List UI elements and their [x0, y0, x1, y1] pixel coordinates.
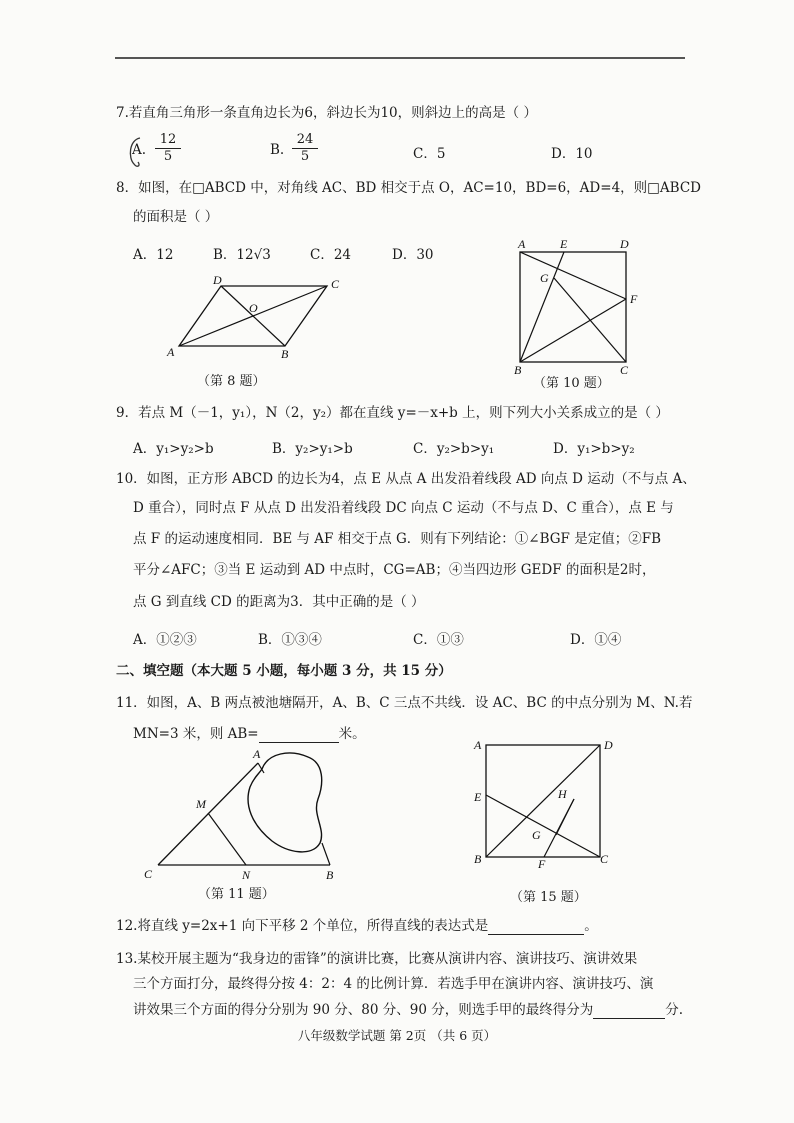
q7-a-denominator: 5 [163, 149, 173, 164]
q8-label-a: A [167, 345, 175, 359]
q15-label-h: H [558, 787, 567, 801]
q7-option-d: D．10 [551, 146, 593, 162]
q8-option-a: A．12 [133, 247, 174, 263]
q11-stem-post: 米。 [338, 726, 366, 742]
q15-label-f: F [538, 857, 546, 871]
q11-label-b: B [326, 868, 334, 882]
q9-option-a: A．y₁>y₂>b [133, 441, 214, 457]
q8-label-b: B [281, 347, 289, 361]
q15-label-b: B [474, 852, 482, 866]
q12-stem-pre: 12.将直线 y=2x+1 向下平移 2 个单位，所得直线的表达式是 [116, 918, 489, 934]
page-footer: 八年级数学试题 第 2页 （共 6 页） [297, 1028, 497, 1043]
q10-stem-line2: D 重合），同时点 F 从点 D 出发沿着线段 DC 向点 C 运动（不与点 D、C 重合），点 E 与 [133, 500, 674, 516]
q8-option-c: C．24 [310, 247, 352, 263]
q10-option-b: B．①③④ [258, 632, 322, 648]
q15-label-e: E [474, 790, 482, 804]
q10-figure-square [510, 236, 650, 376]
q7-option-a-label: A. [132, 142, 147, 158]
q9-option-b: B．y₂>y₁>b [272, 441, 353, 457]
q11-figure-caption: （第 11 题） [198, 887, 275, 902]
q11-label-n: N [242, 868, 251, 882]
q9-option-c: C．y₂>b>y₁ [413, 441, 495, 457]
q11-stem-line1: 11．如图，A、B 两点被池塘隔开，A、B、C 三点不共线．设 AC、BC 的中点分别为 M、N.若 [116, 695, 693, 711]
q8-option-b: B．12√3 [213, 247, 271, 263]
q10-label-b: B [514, 363, 522, 377]
q8-label-d: D [213, 273, 222, 287]
q13-stem-line2: 三个方面打分，最终得分按 4：2：4 的比例计算．若选手甲在演讲内容、演讲技巧、演 [133, 976, 654, 992]
q10-figure-caption: （第 10 题） [533, 376, 610, 391]
q9-option-d: D．y₁>b>y₂ [553, 441, 635, 457]
q12-stem-post: 。 [584, 918, 598, 934]
q8-label-o: O [249, 301, 258, 315]
q11-stem-line2 [133, 724, 366, 743]
q13-stem-post: 分. [665, 1002, 683, 1018]
q10-option-d: D．①④ [570, 632, 622, 648]
q7-b-denominator: 5 [300, 149, 310, 164]
q7-option-a-fraction [155, 132, 181, 165]
q13-stem-line3 [133, 1000, 683, 1019]
q10-label-c: C [620, 363, 629, 377]
q7-option-b-fraction [292, 132, 318, 165]
q8-stem-line1: 8．如图，在□ABCD 中，对角线 AC、BD 相交于点 O，AC=10，BD=6，AD=4，则□ABCD [116, 180, 701, 196]
section-2-heading: 二、填空题（本大题 5 小题，每小题 3 分，共 15 分） [116, 663, 452, 679]
q15-figure-square [470, 735, 620, 875]
q10-option-a: A．①②③ [133, 632, 197, 648]
q13-stem-pre: 讲效果三个方面的得分分别为 90 分、80 分、90 分，则选手甲的最终得分为 [133, 1002, 594, 1018]
q8-label-c: C [331, 277, 340, 291]
q7-handwritten-circle-mark [126, 136, 154, 170]
q7-stem: 7.若直角三角形一条直角边长为6，斜边长为10，则斜边上的高是（ ） [116, 105, 537, 121]
q10-stem-line5: 点 G 到直线 CD 的距离为3．其中正确的是（ ） [133, 594, 425, 610]
q11-label-a: A [253, 747, 261, 761]
q10-stem-line3: 点 F 的运动速度相同．BE 与 AF 相交于点 G．则有下列结论：①∠BGF 是定值；②FB [133, 531, 662, 547]
q8-figure-parallelogram [165, 270, 355, 365]
q15-label-g: G [532, 828, 541, 842]
q11-label-m: M [196, 797, 206, 811]
q8-option-d: D．30 [392, 247, 434, 263]
q15-figure-caption: （第 15 题） [510, 890, 587, 905]
q10-option-c: C．①③ [413, 632, 464, 648]
q7-a-numerator: 12 [155, 132, 181, 149]
q12-stem [116, 916, 598, 935]
q10-stem-line1: 10．如图，正方形 ABCD 的边长为4，点 E 从点 A 出发沿着线段 AD 向点 D 运动（不与点 A、 [116, 471, 696, 487]
q11-stem-pre: MN=3 米，则 AB= [133, 726, 259, 742]
q7-option-b-label: B. [270, 142, 285, 158]
q11-label-c: C [144, 867, 153, 881]
q13-stem-line1: 13.某校开展主题为“我身边的雷锋”的演讲比赛，比赛从演讲内容、演讲技巧、演讲效果 [116, 951, 638, 967]
q9-stem: 9．若点 M（－1，y₁），N（2，y₂）都在直线 y=－x+b 上，则下列大小关系成立的是（ ） [116, 405, 669, 421]
q10-label-e: E [560, 237, 568, 251]
q10-label-a: A [518, 237, 526, 251]
q8-stem-line2: 的面积是（ ） [133, 209, 219, 225]
q15-label-c: C [600, 852, 609, 866]
q13-answer-blank[interactable] [593, 1000, 665, 1019]
q11-figure-pond-triangle [140, 745, 350, 885]
q11-answer-blank[interactable] [259, 724, 339, 743]
page-top-rule [115, 57, 685, 59]
q10-label-f: F [630, 292, 638, 306]
q10-label-g: G [540, 271, 549, 285]
q15-label-d: D [604, 738, 613, 752]
q10-stem-line4: 平分∠AFC；③当 E 运动到 AD 中点时，CG=AB；④当四边形 GEDF 的面积是2时， [133, 562, 656, 578]
q7-b-numerator: 24 [292, 132, 318, 149]
q12-answer-blank[interactable] [488, 916, 584, 935]
q8-figure-caption: （第 8 题） [197, 374, 266, 389]
q10-label-d: D [620, 237, 629, 251]
q15-label-a: A [474, 738, 482, 752]
q7-option-c: C．5 [413, 146, 446, 162]
